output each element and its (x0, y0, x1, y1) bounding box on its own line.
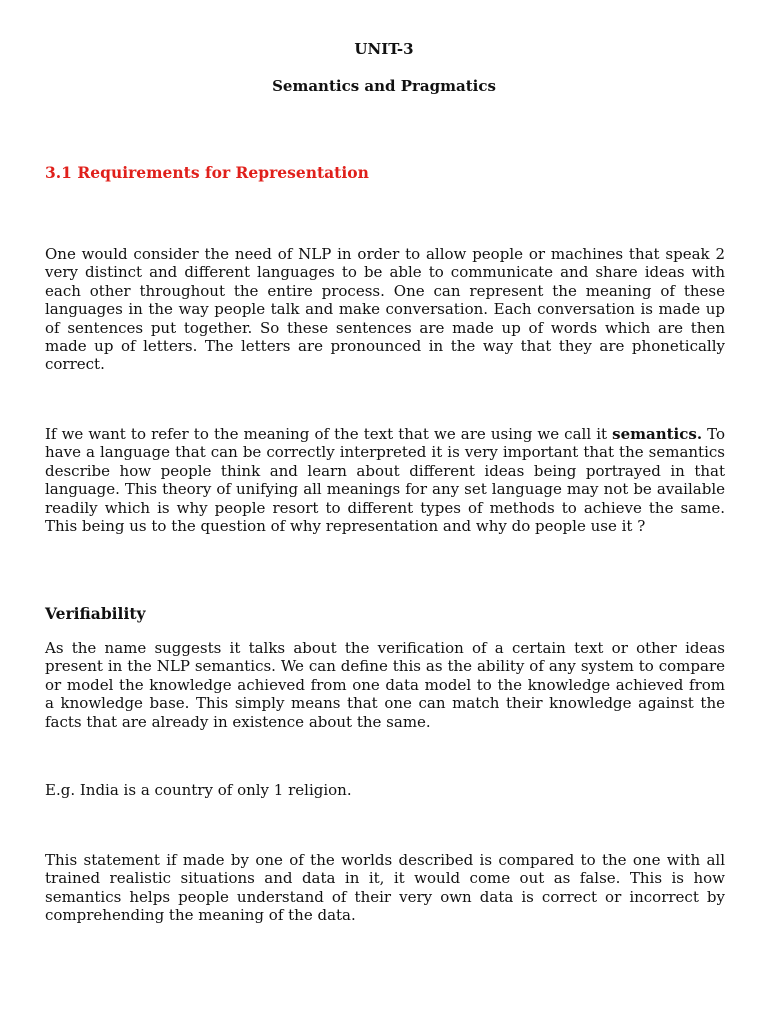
paragraph-nlp-need: One would consider the need of NLP in order to allow people or machines that speak 2 very distinct and different languages to be able to communicate and share ideas with each other throughout the entire process. One can represent the meaning of these languages in the way people talk and make conversation. Each conversation is made up of sentences put together. So these sentences are made up of words which are then made up of letters. The letters are pronounced in the way that they are phonetically correct. (45, 245, 725, 374)
section-heading: 3.1 Requirements for Representation (45, 163, 369, 182)
semantics-term: semantics. (612, 425, 703, 443)
paragraph-semantics (45, 425, 725, 535)
paragraph-statement-analysis: This statement if made by one of the worlds described is compared to the one with all trained realistic situations and data in it, it would come out as false. This is how semantics helps people understand of their very own data is correct or incorrect by comprehending the meaning of the data. (45, 851, 725, 925)
document-subtitle: Semantics and Pragmatics (272, 77, 496, 95)
unit-title: UNIT-3 (354, 40, 414, 58)
paragraph-verifiability: As the name suggests it talks about the verification of a certain text or other ideas present in the NLP semantics. We can define this as the ability of any system to compare or model the knowledge achieved from one data model to the knowledge achieved from a knowledge base. This simply means that one can match their knowledge against the facts that are already in existence about the same. (45, 639, 725, 731)
paragraph-semantics-before: If we want to refer to the meaning of the text that we are using we call it (45, 425, 613, 443)
example-statement: E.g. India is a country of only 1 religion. (45, 781, 352, 799)
paragraph-semantics-after: To have a language that can be correctly interpreted it is very important that the semantics describe how people think and learn about different ideas being portrayed in that language. This theory of unifying all meanings for any set language may not be available readily which is why people resort to different types of methods to achieve the same. This being us to the question of why representation and why do people use it ? (45, 425, 726, 536)
verifiability-heading: Verifiability (45, 604, 146, 623)
